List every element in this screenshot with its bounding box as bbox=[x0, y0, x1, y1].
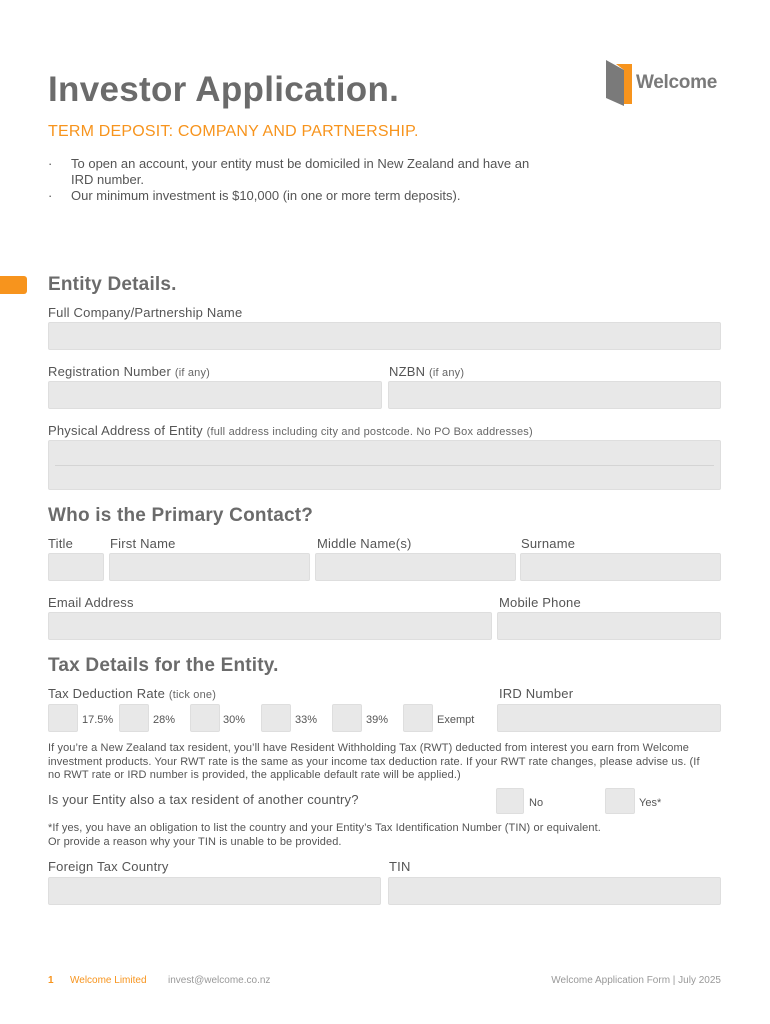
first-name-label: First Name bbox=[110, 536, 176, 551]
rate-label-33: 33% bbox=[295, 714, 318, 726]
foreign-no-label: No bbox=[529, 797, 544, 809]
bullet-dot: · bbox=[48, 156, 53, 171]
rate-checkbox-30[interactable] bbox=[190, 704, 220, 732]
ird-field[interactable] bbox=[497, 704, 721, 732]
footer-email[interactable]: invest@welcome.co.nz bbox=[168, 975, 271, 986]
footer-company: Welcome Limited bbox=[70, 975, 147, 986]
bullet-dot: · bbox=[48, 188, 53, 203]
ird-label: IRD Number bbox=[499, 686, 574, 701]
address-divider bbox=[55, 465, 714, 466]
nzbn-field[interactable] bbox=[388, 381, 721, 409]
logo-text: Welcome bbox=[636, 72, 717, 93]
registration-label: Registration Number (if any) bbox=[48, 364, 211, 379]
logo bbox=[606, 60, 726, 116]
foreign-no-checkbox[interactable] bbox=[496, 788, 524, 814]
entity-heading: Entity Details. bbox=[48, 274, 177, 295]
footer-form-info: Welcome Application Form | July 2025 bbox=[551, 975, 721, 986]
rate-label-17: 17.5% bbox=[82, 714, 114, 726]
logo-mark-icon bbox=[606, 60, 634, 116]
first-name-field[interactable] bbox=[109, 553, 310, 581]
email-label: Email Address bbox=[48, 595, 134, 610]
foreign-yes-label: Yes* bbox=[639, 797, 662, 809]
mobile-label: Mobile Phone bbox=[499, 595, 581, 610]
rate-label-30: 30% bbox=[223, 714, 246, 726]
title-field[interactable] bbox=[48, 553, 104, 581]
foreign-country-label: Foreign Tax Country bbox=[48, 859, 169, 874]
bullet-item: · To open an account, your entity must be domiciled in New Zealand and have an IRD number. bbox=[48, 156, 530, 187]
rate-checkbox-39[interactable] bbox=[332, 704, 362, 732]
page-subtitle: TERM DEPOSIT: COMPANY AND PARTNERSHIP. bbox=[48, 123, 419, 140]
email-field[interactable] bbox=[48, 612, 492, 640]
surname-label: Surname bbox=[521, 536, 576, 551]
title-label: Title bbox=[48, 536, 74, 551]
full-name-label: Full Company/Partnership Name bbox=[48, 305, 243, 320]
middle-name-label: Middle Name(s) bbox=[317, 536, 412, 551]
nzbn-label: NZBN (if any) bbox=[389, 364, 465, 379]
rwt-info-text: If you’re a New Zealand tax resident, you’ll have Resident Withholding Tax (RWT) deducted from interest you earn from Welcome investment products. Your RWT rate is the same as your income tax deduction rate. If your RWT rate changes, please advise us. (If no RWT rate or IRD number is provided, the applicable default rate will be applied.) bbox=[48, 742, 700, 781]
tax-rate-label: Tax Deduction Rate (tick one) bbox=[48, 686, 217, 701]
mobile-field[interactable] bbox=[497, 612, 721, 640]
rate-label-exempt: Exempt bbox=[437, 714, 475, 726]
rate-checkbox-17[interactable] bbox=[48, 704, 78, 732]
rate-checkbox-33[interactable] bbox=[261, 704, 291, 732]
registration-field[interactable] bbox=[48, 381, 382, 409]
address-field[interactable] bbox=[48, 440, 721, 490]
tin-label: TIN bbox=[389, 859, 411, 874]
foreign-yes-checkbox[interactable] bbox=[605, 788, 635, 814]
foreign-country-field[interactable] bbox=[48, 877, 381, 905]
bullet-list bbox=[48, 156, 548, 204]
rate-checkbox-28[interactable] bbox=[119, 704, 149, 732]
page-title: Investor Application. bbox=[48, 70, 400, 109]
middle-name-field[interactable] bbox=[315, 553, 516, 581]
footer-page-number: 1 bbox=[48, 975, 54, 986]
full-name-field[interactable] bbox=[48, 322, 721, 350]
rate-checkbox-exempt[interactable] bbox=[403, 704, 433, 732]
contact-heading: Who is the Primary Contact? bbox=[48, 505, 314, 526]
address-label: Physical Address of Entity (full address including city and postcode. No PO Box addresses) bbox=[48, 423, 533, 438]
tax-heading: Tax Details for the Entity. bbox=[48, 655, 279, 676]
tin-footnote: *If yes, you have an obligation to list the country and your Entity’s Tax Identification Number (TIN) or equivalent. Or provide a reason why your TIN is unable to be provided. bbox=[48, 822, 601, 848]
bullet-item: · Our minimum investment is $10,000 (in one or more term deposits). bbox=[48, 188, 461, 203]
foreign-tax-question: Is your Entity also a tax resident of another country? bbox=[48, 792, 359, 807]
surname-field[interactable] bbox=[520, 553, 721, 581]
tin-field[interactable] bbox=[388, 877, 721, 905]
rate-label-28: 28% bbox=[153, 714, 176, 726]
section-marker bbox=[0, 276, 27, 294]
rate-label-39: 39% bbox=[366, 714, 389, 726]
